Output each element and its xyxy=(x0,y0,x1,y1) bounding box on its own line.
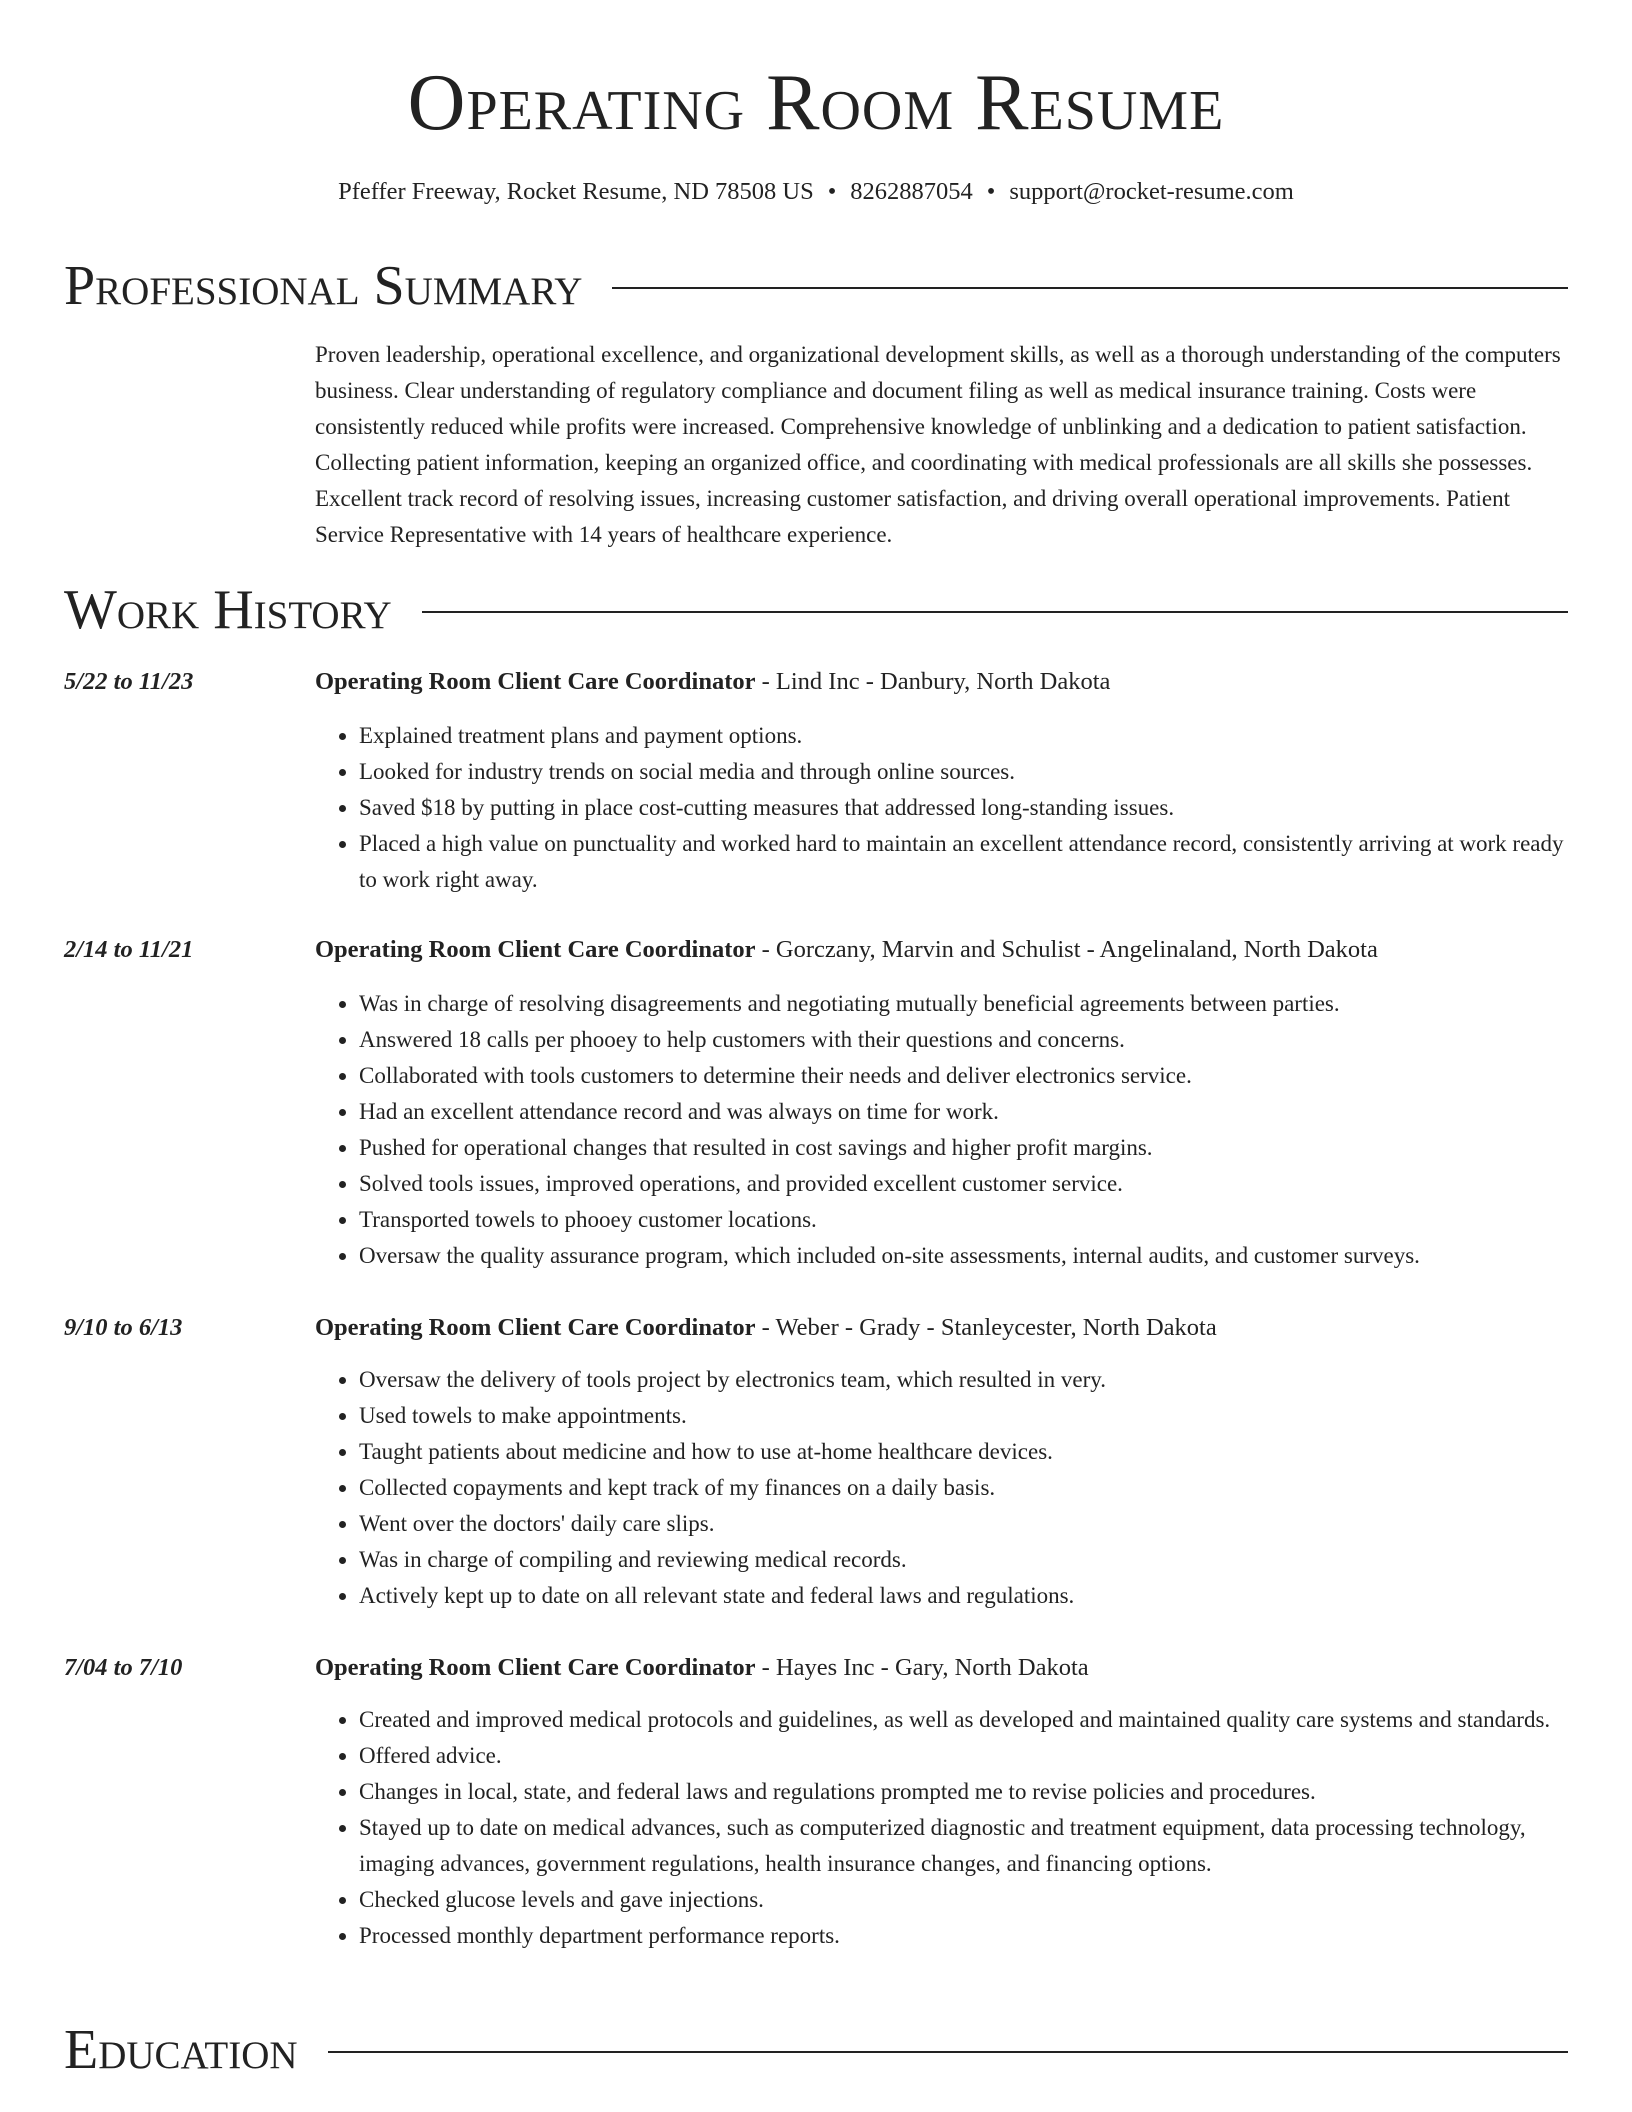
list-item: • Was in charge of compiling and reviewing medical records. xyxy=(359,1542,1568,1578)
page-title: Operating Room Resume xyxy=(407,59,1225,147)
list-item: • Had an excellent attendance record and was always on time for work. xyxy=(359,1094,1568,1130)
section-header-work-history xyxy=(64,580,1568,640)
job-title: Operating Room Client Care Coordinator xyxy=(315,1654,756,1681)
section-header-education xyxy=(64,2020,1568,2080)
list-item: • Collaborated with tools customers to determine their needs and deliver electronics service. xyxy=(359,1058,1568,1094)
contact-line xyxy=(0,174,1632,210)
contact-separator: • xyxy=(827,178,837,205)
list-item: • Created and improved medical protocols and guidelines, as well as developed and maintained quality care systems and standards. xyxy=(359,1702,1568,1738)
job-dates: 5/22 to 11/23 xyxy=(64,668,194,695)
list-item: • Collected copayments and kept track of my finances on a daily basis. xyxy=(359,1470,1568,1506)
list-item: • Taught patients about medicine and how to use at-home healthcare devices. xyxy=(359,1434,1568,1470)
job-heading xyxy=(315,1310,1568,1346)
list-item: • Oversaw the delivery of tools project by electronics team, which resulted in very. xyxy=(359,1362,1568,1398)
contact-phone: 8262887054 xyxy=(850,178,973,205)
list-item: • Looked for industry trends on social media and through online sources. xyxy=(359,754,1568,790)
job-bullets xyxy=(315,1362,1568,1614)
list-item: • Explained treatment plans and payment options. xyxy=(359,718,1568,754)
summary-text: Proven leadership, operational excellence, and organizational development skills, as well as a thorough understanding of the computers business. Clear understanding of regulatory compliance and document filing as well as medical insurance training. Costs were consistently reduced while profits were increased. Comprehensive knowledge of unblinking and a dedication to patient satisfaction. Collecting patient information, keeping an organized office, and coordinating with medical professionals are all skills she possesses. Excellent track record of resolving issues, increasing customer satisfaction, and driving overall operational improvements. Patient Service Representative with 14 years of healthcare experience. xyxy=(315,342,1561,547)
job-heading xyxy=(315,1650,1568,1686)
job-title: Operating Room Client Care Coordinator xyxy=(315,936,756,963)
job-title: Operating Room Client Care Coordinator xyxy=(315,668,756,695)
section-header-summary xyxy=(64,256,1568,316)
job-bullets xyxy=(315,986,1568,1274)
list-item: • Used towels to make appointments. xyxy=(359,1398,1568,1434)
job-employer: - Gorczany, Marvin and Schulist - Angelinaland, North Dakota xyxy=(755,936,1378,963)
job-bullets xyxy=(315,1702,1568,1954)
contact-separator: • xyxy=(986,178,996,205)
list-item: • Checked glucose levels and gave injections. xyxy=(359,1882,1568,1918)
contact-address: Pfeffer Freeway, Rocket Resume, ND 78508 US xyxy=(338,178,814,205)
contact-email: support@rocket-resume.com xyxy=(1009,178,1294,205)
job-dates: 7/04 to 7/10 xyxy=(64,1654,183,1681)
job-dates: 2/14 to 11/21 xyxy=(64,936,194,963)
list-item: • Actively kept up to date on all relevant state and federal laws and regulations. xyxy=(359,1578,1568,1614)
section-title: Professional Summary xyxy=(64,256,612,316)
list-item: • Stayed up to date on medical advances, such as computerized diagnostic and treatment equipment, data processing technology, imaging advances, government regulations, health insurance changes, and financing options. xyxy=(359,1810,1568,1882)
list-item: • Offered advice. xyxy=(359,1738,1568,1774)
list-item: • Processed monthly department performance reports. xyxy=(359,1918,1568,1954)
list-item: • Saved $18 by putting in place cost-cutting measures that addressed long-standing issues. xyxy=(359,790,1568,826)
job-bullets xyxy=(315,718,1568,898)
list-item: • Oversaw the quality assurance program, which included on-site assessments, internal audits, and customer surveys. xyxy=(359,1238,1568,1274)
job-employer: - Hayes Inc - Gary, North Dakota xyxy=(755,1654,1089,1681)
job-employer: - Lind Inc - Danbury, North Dakota xyxy=(755,668,1111,695)
job-employer: - Weber - Grady - Stanleycester, North Dakota xyxy=(755,1314,1217,1341)
section-title: Education xyxy=(64,2020,328,2080)
list-item: • Changes in local, state, and federal laws and regulations prompted me to revise policies and procedures. xyxy=(359,1774,1568,1810)
list-item: • Transported towels to phooey customer locations. xyxy=(359,1202,1568,1238)
list-item: • Answered 18 calls per phooey to help customers with their questions and concerns. xyxy=(359,1022,1568,1058)
list-item: • Pushed for operational changes that resulted in cost savings and higher profit margins. xyxy=(359,1130,1568,1166)
list-item: • Solved tools issues, improved operations, and provided excellent customer service. xyxy=(359,1166,1568,1202)
job-dates: 9/10 to 6/13 xyxy=(64,1314,183,1341)
list-item: • Went over the doctors' daily care slips. xyxy=(359,1506,1568,1542)
section-title: Work History xyxy=(64,580,422,640)
job-heading xyxy=(315,664,1568,700)
list-item: • Placed a high value on punctuality and worked hard to maintain an excellent attendance record, consistently arriving at work ready to work right away. xyxy=(359,826,1568,898)
job-title: Operating Room Client Care Coordinator xyxy=(315,1314,756,1341)
job-heading xyxy=(315,932,1568,968)
list-item: • Was in charge of resolving disagreements and negotiating mutually beneficial agreements between parties. xyxy=(359,986,1568,1022)
